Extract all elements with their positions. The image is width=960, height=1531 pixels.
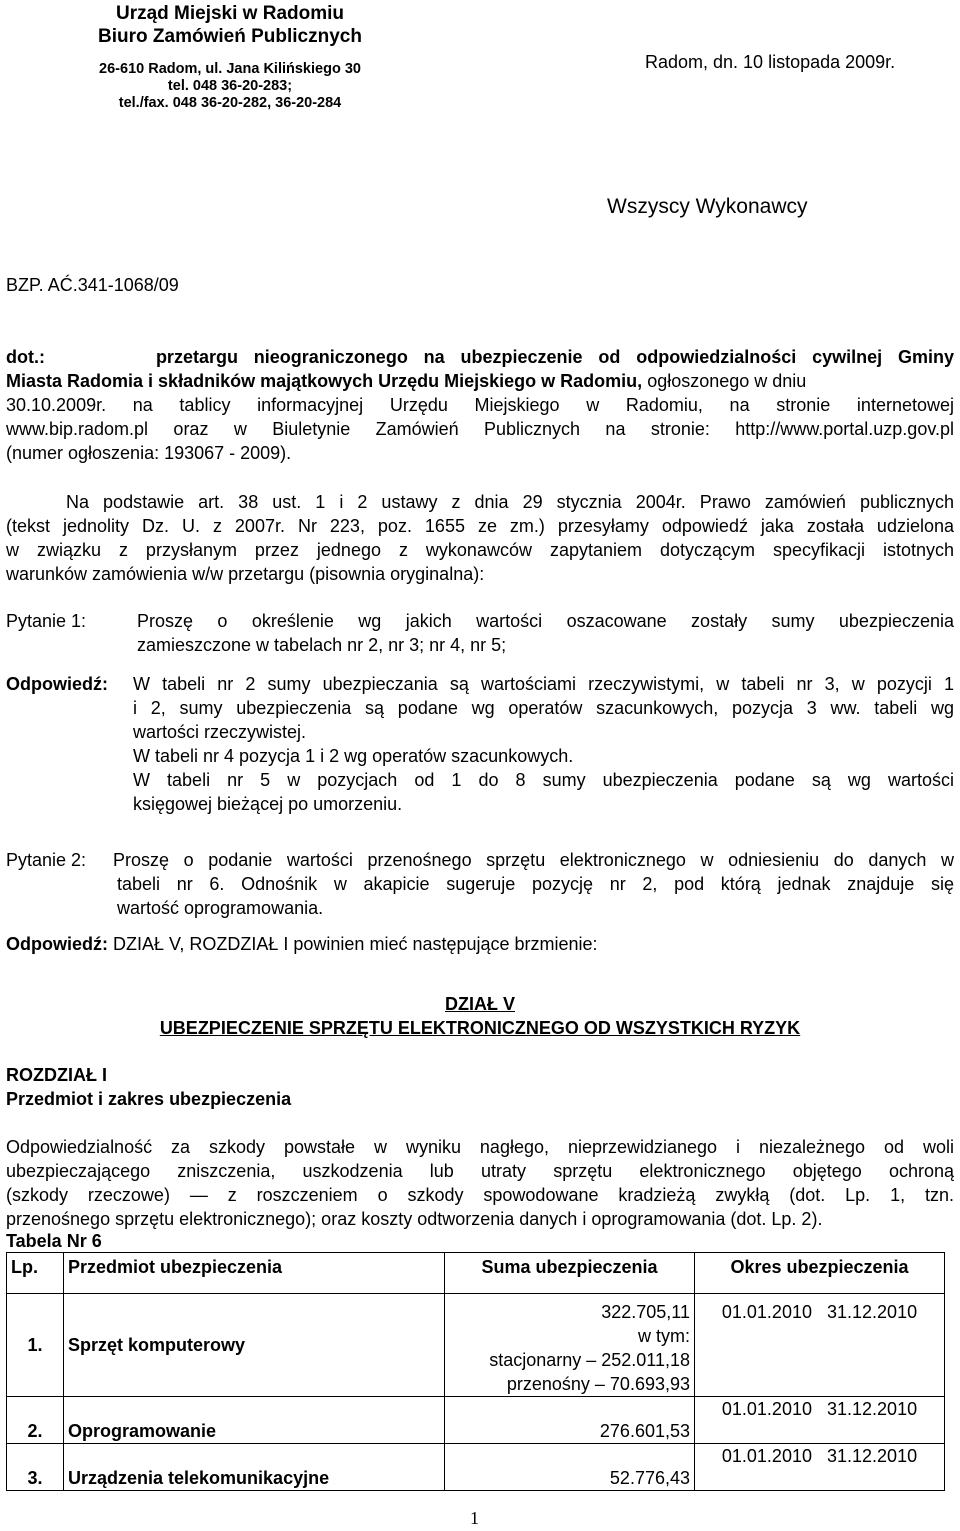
row1-sum-note: w tym:	[638, 1326, 690, 1346]
row1-item: Sprzęt komputerowy	[64, 1294, 445, 1397]
recipient: Wszyscy Wykonawcy	[607, 195, 808, 218]
header-item: Przedmiot ubezpieczenia	[64, 1253, 445, 1294]
subject-line5: (numer ogłoszenia: 193067 - 2009).	[6, 443, 292, 463]
chapter-subtitle: Przedmiot i zakres ubezpieczenia	[6, 1089, 292, 1109]
row1-sum	[445, 1294, 695, 1397]
subject-line4: www.bip.radom.pl oraz w Biuletynie Zamówień Publicznych na stronie: http://www.portal.uzp.gov.pl	[6, 419, 954, 439]
section-subtitle: UBEZPIECZENIE SPRZĘTU ELEKTRONICZNEGO OD WSZYSTKICH RYZYK	[159, 1018, 801, 1038]
row1-sum-portable: przenośny – 70.693,93	[506, 1374, 690, 1394]
insurance-table	[6, 1252, 945, 1491]
answer1-line5: W tabeli nr 5 w pozycjach od 1 do 8 sumy ubezpieczenia podane są wg wartości	[133, 770, 954, 790]
row3-lp: 3.	[7, 1444, 64, 1491]
row2-period	[695, 1397, 945, 1444]
row2-lp: 2.	[7, 1397, 64, 1444]
letter-date: Radom, dn. 10 listopada 2009r.	[645, 52, 896, 72]
office-address: 26-610 Radom, ul. Jana Kilińskiego 30	[99, 61, 361, 77]
section-body-line2: ubezpieczającego zniszczenia, uszkodzenia lub utraty sprzętu elektronicznego objętego ochroną	[6, 1161, 954, 1181]
row1-sum-stationary: stacjonarny – 252.011,18	[489, 1350, 690, 1370]
row1-to: 31.12.2010	[827, 1302, 918, 1322]
answer1-line4: W tabeli nr 4 pozycja 1 i 2 wg operatów szacunkowych.	[133, 746, 574, 766]
header-lp: Lp.	[7, 1253, 64, 1294]
section-body	[6, 1135, 954, 1231]
subject-line1: przetargu nieograniczonego na ubezpieczenie od odpowiedzialności cywilnej Gminy	[155, 347, 954, 367]
section-title: DZIAŁ V	[445, 994, 515, 1014]
answer1-line2: i 2, sumy ubezpieczenia są podane wg operatów szacunkowych, pozycja 3 ww. tabeli wg	[133, 698, 954, 718]
table-title: Tabela Nr 6	[6, 1231, 102, 1251]
reference-number: BZP. AĆ.341-1068/09	[6, 275, 179, 295]
answer1-line6: księgowej bieżącej po umorzeniu.	[133, 794, 403, 814]
subject-label: dot.:	[6, 347, 45, 367]
table-row	[7, 1397, 945, 1444]
row1-from: 01.01.2010	[721, 1302, 812, 1322]
office-header	[0, 2, 460, 112]
subject-paragraph	[6, 345, 954, 465]
question2-text	[117, 872, 954, 920]
answer1-label: Odpowiedź:	[6, 674, 108, 694]
row3-period	[695, 1444, 945, 1491]
answer2	[6, 932, 598, 956]
intro-line4: warunków zamówienia w/w przetargu (pisownia oryginalna):	[6, 564, 485, 584]
row3-from: 01.01.2010	[721, 1446, 812, 1466]
row1-period	[695, 1294, 945, 1397]
row1-lp: 1.	[7, 1294, 64, 1397]
question1-text	[137, 609, 954, 657]
row2-item: Oprogramowanie	[64, 1397, 445, 1444]
question1-label: Pytanie 1:	[6, 611, 87, 631]
subject-line2: Miasta Radomia i składników majątkowych Urzędu Miejskiego w Radomiu,	[6, 371, 643, 391]
table-row	[7, 1444, 945, 1491]
intro-line2: (tekst jednolity Dz. U. z 2007r. Nr 223, poz. 1655 ze zm.) przesyłamy odpowiedź jaka została udzielona	[6, 516, 954, 536]
table-row	[7, 1294, 945, 1397]
table-header-row	[7, 1253, 945, 1294]
answer1-line1: W tabeli nr 2 sumy ubezpieczania są wartościami rzeczywistymi, w tabeli nr 3, w pozycji 1	[133, 674, 954, 694]
row3-sum: 52.776,43	[445, 1444, 695, 1491]
answer2-text: DZIAŁ V, ROZDZIAŁ I powinien mieć następujące brzmienie:	[113, 934, 598, 954]
page-number: 1	[470, 1508, 479, 1528]
answer1-line1-box	[133, 672, 954, 696]
question2-line1: Proszę o podanie wartości przenośnego sprzętu elektronicznego w odniesieniu do danych w	[113, 850, 954, 870]
question1-line2: zamieszczone w tabelach nr 2, nr 3; nr 4, nr 5;	[137, 635, 507, 655]
question2-line2: tabeli nr 6. Odnośnik w akapicie sugeruje pozycję nr 2, pod którą jednak znajduje się	[117, 874, 954, 894]
answer2-label: Odpowiedź:	[6, 934, 108, 954]
section-body-line1: Odpowiedzialność za szkody powstałe w wyniku nagłego, nieprzewidzianego i niezależnego od woli	[6, 1137, 954, 1157]
row2-to: 31.12.2010	[827, 1399, 918, 1419]
office-phone: tel. 048 36-20-283;	[167, 78, 293, 94]
header-sum: Suma ubezpieczenia	[445, 1253, 695, 1294]
question2-line3: wartość oprogramowania.	[117, 898, 324, 918]
section-body-line4: przenośnego sprzętu elektronicznego); oraz koszty odtworzenia danych i oprogramowania (dot. Lp. 2).	[6, 1209, 823, 1229]
row3-to: 31.12.2010	[827, 1446, 918, 1466]
row3-item: Urządzenia telekomunikacyjne	[64, 1444, 445, 1491]
office-department: Biuro Zamówień Publicznych	[98, 26, 362, 47]
office-name: Urząd Miejski w Radomiu	[115, 3, 345, 24]
chapter-title: ROZDZIAŁ I	[6, 1065, 107, 1085]
row2-from: 01.01.2010	[721, 1399, 812, 1419]
subject-line3: 30.10.2009r. na tablicy informacyjnej Urzędu Miejskiego w Radomiu, na stronie internetowej	[6, 395, 954, 415]
section-body-line3: (szkody rzeczowe) — z roszczeniem o szkody spowodowane kradzieżą zwykłą (dot. Lp. 1, tzn.	[6, 1185, 954, 1205]
answer1-text	[133, 696, 954, 816]
header-period: Okres ubezpieczenia	[695, 1253, 945, 1294]
question2-line1-box	[113, 848, 954, 872]
intro-paragraph	[6, 490, 954, 586]
row1-sum-total: 322.705,11	[601, 1302, 690, 1322]
row2-sum: 276.601,53	[445, 1397, 695, 1444]
office-fax: tel./fax. 048 36-20-282, 36-20-284	[118, 95, 342, 111]
subject-line2-rest: ogłoszonego w dniu	[647, 371, 807, 391]
intro-line1: Na podstawie art. 38 ust. 1 i 2 ustawy z dnia 29 stycznia 2004r. Prawo zamówień publicznych	[66, 492, 954, 512]
question1-line1: Proszę o określenie wg jakich wartości oszacowane zostały sumy ubezpieczenia	[137, 611, 954, 631]
question2-label: Pytanie 2:	[6, 850, 87, 870]
intro-line3: w związku z przysłanym przez jednego z wykonawców zapytaniem dotyczącym specyfikacji istotnych	[6, 540, 954, 560]
answer1-line3: wartości rzeczywistej.	[133, 722, 307, 742]
